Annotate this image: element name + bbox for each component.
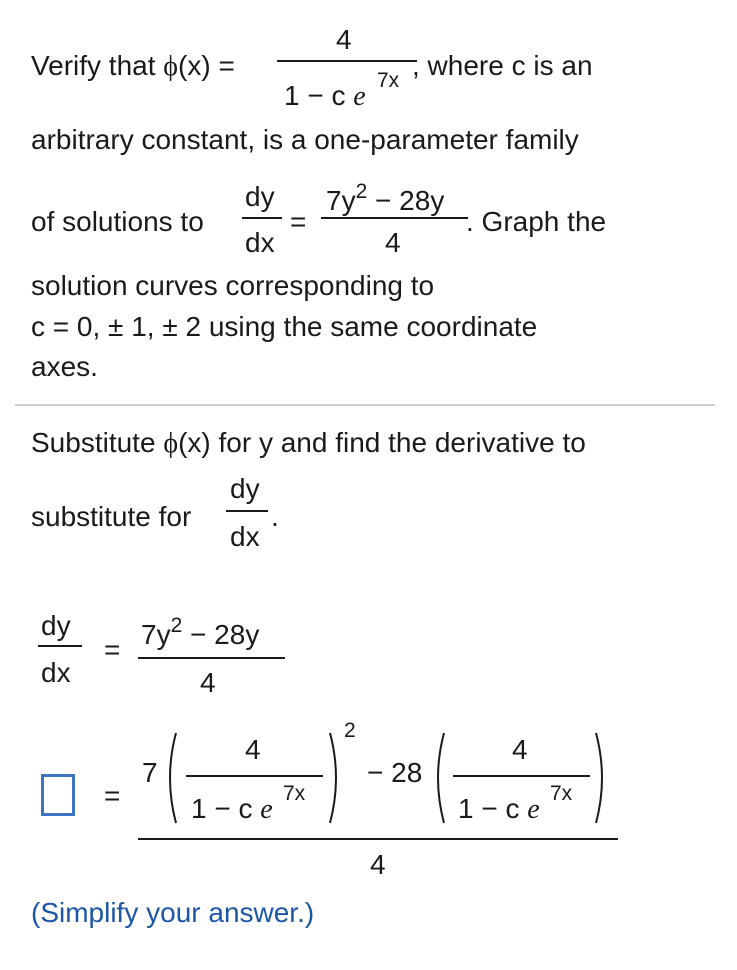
rhs-fraction-bar: [138, 657, 285, 659]
of-solutions-text: of solutions to: [31, 206, 204, 237]
statement-line-2: arbitrary constant, is a one-parameter family: [31, 124, 579, 155]
right-paren-1: [326, 730, 346, 826]
inner-fraction-1-bar: [186, 775, 323, 777]
lhs-dx: dx: [41, 657, 71, 688]
graph-the-text: . Graph the: [466, 206, 607, 237]
inner-fraction-1-exponent: 7x: [283, 782, 306, 805]
equals-sign: =: [290, 206, 307, 237]
substitute-for-text: substitute for: [31, 501, 192, 532]
phi-fraction-bar: [277, 60, 417, 62]
coefficient-seven: 7: [142, 757, 158, 788]
inner-fraction-1-numerator: 4: [245, 734, 261, 765]
inner-fraction-2-denominator: 1 − c e: [458, 793, 540, 825]
phi-fraction-numerator: 4: [336, 24, 352, 55]
instruction-dx: dx: [230, 521, 260, 552]
dx-denominator: dx: [245, 227, 275, 258]
lhs-fraction-bar: [38, 645, 82, 647]
where-c-text: , where c is an: [412, 50, 593, 81]
inner-fraction-1-denominator: 1 − c e: [191, 793, 273, 825]
instruction-dy: dy: [230, 473, 260, 504]
rhs-numerator: $7y^2 - 28y$: [141, 614, 260, 650]
left-paren-2: [428, 730, 448, 826]
dy-numerator: dy: [245, 181, 275, 212]
left-paren-1: [160, 730, 180, 826]
minus-twenty-eight: − 28: [367, 757, 423, 788]
phi-fraction-denominator: 1 − c e: [284, 80, 366, 112]
right-paren-2: [592, 730, 612, 826]
inner-fraction-2-exponent: 7x: [550, 782, 573, 805]
rhs-denominator: 4: [200, 667, 216, 698]
inner-fraction-2-numerator: 4: [512, 734, 528, 765]
main-denominator: 4: [370, 849, 386, 880]
statement-line-4: solution curves corresponding to: [31, 270, 435, 301]
squared-exponent: 2: [344, 719, 356, 742]
inner-fraction-2-bar: [453, 775, 590, 777]
phi-exponent: 7x: [377, 69, 400, 92]
simplify-hint: (Simplify your answer.): [31, 897, 315, 928]
dydx-fraction-bar: [242, 217, 282, 219]
instruction-line-1: Substitute ϕ(x) for y and find the derivative to: [31, 427, 586, 459]
statement-line-6: axes.: [31, 351, 98, 382]
instruction-fraction-bar: [226, 510, 268, 512]
ode-rhs-numerator: $7y^2 - 28y$: [326, 180, 445, 216]
statement-line-5: c = 0, ± 1, ± 2 using the same coordinate: [31, 311, 538, 342]
ode-rhs-denominator: 4: [385, 227, 401, 258]
lhs-dy: dy: [41, 610, 71, 641]
main-fraction-bar: [138, 838, 618, 840]
substituted-equals-sign: =: [104, 780, 121, 811]
verify-text: Verify that ϕ(x) =: [31, 50, 235, 82]
ode-fraction-bar: [321, 217, 468, 219]
step-equals-sign: =: [104, 634, 121, 665]
section-divider: [15, 404, 715, 406]
instruction-period: .: [271, 501, 279, 532]
answer-input-box[interactable]: [41, 774, 75, 816]
